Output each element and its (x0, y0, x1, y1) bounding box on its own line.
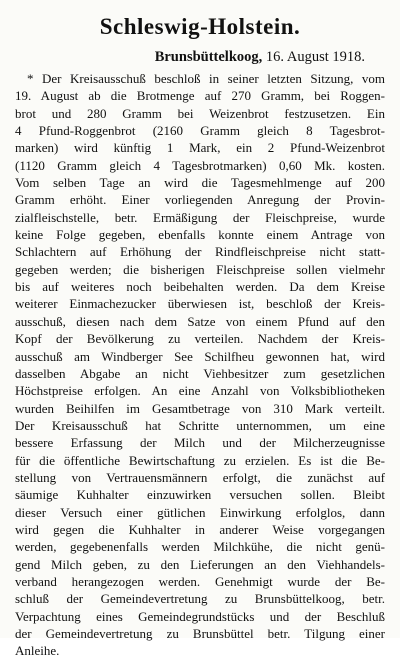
article-line: dieser Versuch einer gütlichen Einwirkung erfolglos, dann (15, 504, 385, 520)
article-line: ausschuß am Windberger See Schilfheu gewonnen hat, wird (15, 348, 385, 364)
article-line: Gramm erhöht. Einer vorliegenden Anregung der Provin- (15, 192, 385, 208)
headline: Schleswig-Holstein. (99, 14, 301, 39)
article-line: Schlachtern auf Erhöhung der Rindfleischpreise nicht statt- (15, 244, 385, 260)
article-line: dasselben Abgabe an nicht Viehbesitzer zum gesetzlichen (15, 365, 385, 381)
article-line: brot und 280 Gramm bei Weizenbrot festzusetzen. Ein (15, 105, 385, 121)
article-line: wurden Beihilfen im Gesamtbetrage von 310 Mark verteilt. (15, 400, 385, 416)
article-line: schluß der Gemeindevertretung zu Brunsbüttelkoog, betr. (15, 591, 385, 607)
article-line: Der Kreisausschuß hat Schritte unternommen, um eine (15, 417, 385, 433)
article-line: für die öffentliche Bewirtschaftung zu erzielen. Es ist die Be- (15, 452, 385, 468)
article-line: säumige Kuhhalter einzuwirken versuchen sollen. Bleibt (15, 487, 385, 503)
article-line: weiterer Einmachezucker überwiesen ist, beschloß der Kreis- (15, 296, 385, 312)
article-line: gegeben werden; die bisherigen Fleischpreise sollen vielmehr (15, 261, 385, 277)
article-line: Höchstpreise erfolgen. An eine Anzahl von Volksbibliotheken (15, 383, 385, 399)
article-line: Anleihe. (15, 643, 60, 659)
article-line: * Der Kreisausschuß beschloß in seiner letzten Sitzung, vom (27, 71, 385, 86)
article-line: 4 Pfund-Roggenbrot (2160 Gramm gleich 8 Tagesbrot- (15, 123, 385, 139)
article-line: stellung von Vertrauensmännern erfolgt, die zunächst auf (15, 469, 385, 485)
article-line: zialfleischstelle, betr. Ermäßigung der Fleischpreise, wurde (15, 209, 385, 225)
article-line: marken) wird künftig 1 Mark, ein 2 Pfund-Weizenbrot (15, 140, 385, 156)
article-body (15, 70, 385, 660)
dateline-date: 16. August 1918. (265, 49, 365, 65)
dateline (15, 46, 385, 68)
article-line: gend Milch geben, zu den Lieferungen an den Viehhandels- (15, 556, 385, 572)
article-line: wird gegen die Kuhhalter in anderer Weise vorgegangen (15, 521, 385, 537)
article-line: bis auf weiteres noch beibehalten werden. Da dem Kreise (15, 279, 385, 295)
article-line: Vom selben Tage an wird die Tagesmehlmenge auf 200 (15, 175, 385, 191)
article-line: 19. August ab die Brotmenge auf 270 Gramm, bei Roggen- (15, 88, 385, 104)
article-line: ausschuß, diesen nach dem Satze von einem Pfund auf den (15, 313, 385, 329)
article-line: keine Folge gegeben, ebenfalls konnte einem Antrage von (15, 227, 385, 243)
article-line: Kopf der Bevölkerung zu verteilen. Nachdem der Kreis- (15, 331, 385, 347)
article-line: (1120 Gramm gleich 4 Tagesbrotmarken) 0,60 Mk. kosten. (15, 157, 385, 173)
article-line: Verpachtung eines Gemeindegrundstücks und der Beschluß (15, 608, 385, 624)
article-line: der Gemeindevertretung zu Brunsbüttel betr. Tilgung einer (15, 626, 385, 641)
article-line: bessere Erfassung der Milch und der Milcherzeugnisse (15, 435, 385, 451)
article-line: verband herangezogen werden. Genehmigt wurde der Be- (15, 573, 385, 589)
article-line: werden, gegebenenfalls werden Milchkühe, die nicht genü- (15, 539, 385, 555)
dateline-place: Brunsbüttelkoog, (154, 49, 263, 65)
